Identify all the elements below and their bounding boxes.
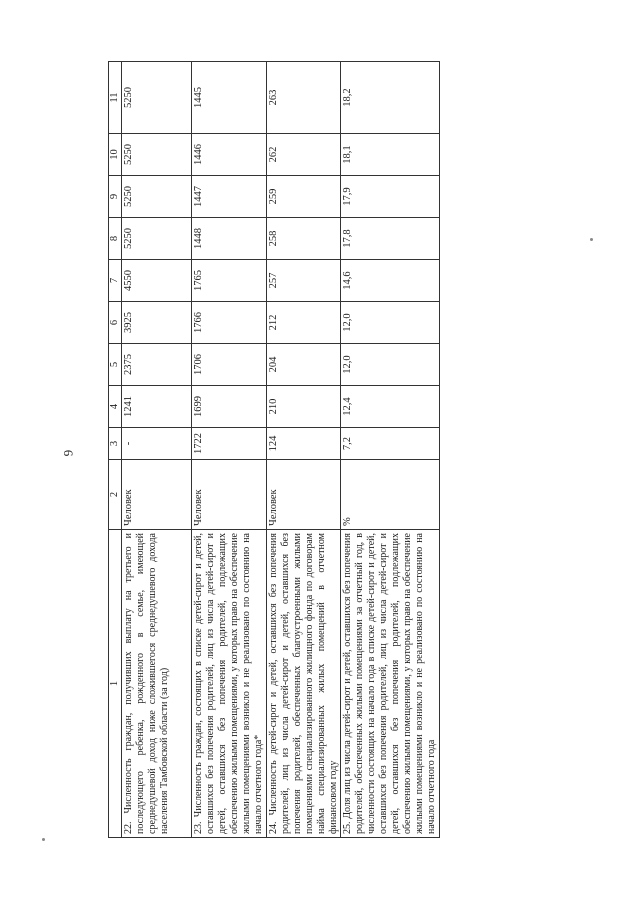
column-header: 8 bbox=[109, 218, 122, 260]
table-row bbox=[192, 62, 267, 838]
value-cell: 257 bbox=[267, 260, 341, 302]
indicators-table bbox=[108, 61, 440, 838]
value-cell: 12,4 bbox=[341, 386, 439, 428]
value-cell: 18,2 bbox=[341, 62, 439, 134]
unit-cell: Человек bbox=[267, 460, 341, 530]
value-cell: - bbox=[122, 428, 192, 460]
rotated-table-wrapper bbox=[108, 62, 437, 838]
value-cell: 1448 bbox=[192, 218, 267, 260]
value-cell: 259 bbox=[267, 176, 341, 218]
value-cell: 1722 bbox=[192, 428, 267, 460]
value-cell: 2375 bbox=[122, 344, 192, 386]
column-header: 3 bbox=[109, 428, 122, 460]
column-header: 11 bbox=[109, 62, 122, 134]
value-cell: 17,8 bbox=[341, 218, 439, 260]
value-cell: 18,1 bbox=[341, 134, 439, 176]
value-cell: 4550 bbox=[122, 260, 192, 302]
column-header: 4 bbox=[109, 386, 122, 428]
column-header: 5 bbox=[109, 344, 122, 386]
value-cell: 1699 bbox=[192, 386, 267, 428]
column-header: 6 bbox=[109, 302, 122, 344]
column-header: 7 bbox=[109, 260, 122, 302]
value-cell: 1447 bbox=[192, 176, 267, 218]
page-number: 6 bbox=[61, 449, 76, 457]
table-row bbox=[122, 62, 192, 838]
value-cell: 14,6 bbox=[341, 260, 439, 302]
scan-speck bbox=[590, 238, 593, 241]
value-cell: 3925 bbox=[122, 302, 192, 344]
value-cell: 258 bbox=[267, 218, 341, 260]
value-cell: 1445 bbox=[192, 62, 267, 134]
unit-cell: Человек bbox=[122, 460, 192, 530]
value-cell: 1765 bbox=[192, 260, 267, 302]
indicator-description: 25. Доля лиц из числа детей-сирот и детей, оставшихся без попечения родителей, обеспеченных жилыми помещениями за отчетный год, в численности состоящих на начало года в списке детей-сирот и детей, оставшихся без попечения родителей, лиц из числа детей-сирот и детей, оставшихся без попечения родителей, подлежащих обеспечению жилыми помещениями, у которых право на обеспечение жилыми помещениями возникло и не реализовано по состоянию на начало отчетного года bbox=[341, 530, 439, 838]
value-cell: 5250 bbox=[122, 218, 192, 260]
value-cell: 12,0 bbox=[341, 344, 439, 386]
scan-speck bbox=[42, 838, 45, 841]
value-cell: 1241 bbox=[122, 386, 192, 428]
column-header: 10 bbox=[109, 134, 122, 176]
value-cell: 262 bbox=[267, 134, 341, 176]
value-cell: 210 bbox=[267, 386, 341, 428]
indicator-description: 22. Численность граждан, получивших выплату на третьего и последующего ребенка, рожденного в семье, имеющей среднедушевой доход ниже сложившегося среднедушевого дохода населения Тамбовской области (за год) bbox=[122, 530, 192, 838]
value-cell: 12,0 bbox=[341, 302, 439, 344]
column-header: 9 bbox=[109, 176, 122, 218]
value-cell: 263 bbox=[267, 62, 341, 134]
value-cell: 204 bbox=[267, 344, 341, 386]
unit-cell: % bbox=[341, 460, 439, 530]
column-header: 1 bbox=[109, 530, 122, 838]
indicator-description: 24. Численность детей-сирот и детей, оставшихся без попечения родителей, лиц из числа детей-сирот и детей, оставшихся без попечения родителей, обеспеченных благоустроенными жилыми помещениями специализированного жилищного фонда по договорам найма специализированных жилых помещений в отчетном финансовом году bbox=[267, 530, 341, 838]
column-header: 2 bbox=[109, 460, 122, 530]
header-row bbox=[109, 62, 122, 838]
table-row bbox=[341, 62, 439, 838]
indicator-description: 23. Численность граждан, состоящих в списке детей-сирот и детей, оставшихся без попечения родителей, лиц из числа детей-сирот и детей, оставшихся без попечения родителей, подлежащих обеспечению жилыми помещениями, у которых право на обеспечение жилыми помещениями возникло и не реализовано по состоянию на начало отчетного года* bbox=[192, 530, 267, 838]
table-row bbox=[267, 62, 341, 838]
value-cell: 212 bbox=[267, 302, 341, 344]
value-cell: 1706 bbox=[192, 344, 267, 386]
value-cell: 17,9 bbox=[341, 176, 439, 218]
value-cell: 1446 bbox=[192, 134, 267, 176]
value-cell: 5250 bbox=[122, 134, 192, 176]
unit-cell: Человек bbox=[192, 460, 267, 530]
value-cell: 1766 bbox=[192, 302, 267, 344]
value-cell: 5250 bbox=[122, 176, 192, 218]
value-cell: 5250 bbox=[122, 62, 192, 134]
value-cell: 7,2 bbox=[341, 428, 439, 460]
value-cell: 124 bbox=[267, 428, 341, 460]
